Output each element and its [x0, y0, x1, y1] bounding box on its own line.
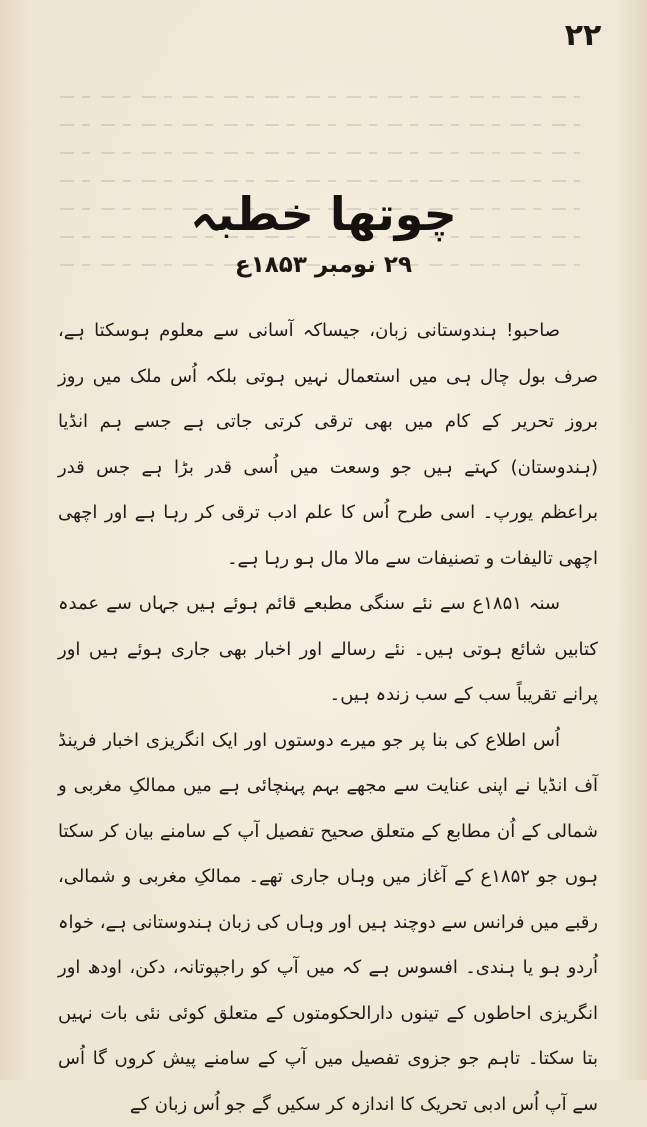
- chapter-date: ۲۹ نومبر ۱۸۵۳ع: [0, 252, 647, 278]
- page-number: ۲۲: [558, 18, 608, 53]
- chapter-title: چوتھا خطبہ: [0, 186, 647, 242]
- paragraph-2: سنہ ۱۸۵۱ع سے نئے سنگی مطبعے قائم ہوئے ہیں جہاں سے عمدہ کتابیں شائع ہوتی ہیں۔ نئے رسالے اور اخبار بھی جاری ہوئے ہیں اور پرانے تقریباً سب کے سب زندہ ہیں۔: [58, 581, 598, 718]
- paragraph-3: اُس اطلاع کی بنا پر جو میرے دوستوں اور ایک انگریزی اخبار فرینڈ آف انڈیا نے اپنی عنایت سے مجھے بہم پہنچائی ہے میں ممالکِ مغربی و شمالی کے اُن مطابع کے متعلق صحیح تفصیل آپ کے سامنے بیان کر سکتا ہوں جو ۱۸۵۲ع کے آغاز میں وہاں جاری تھے۔ ممالکِ مغربی و شمالی، رقبے میں فرانس سے دوچند ہیں اور وہاں کی زبان ہندوستانی ہے، خواہ اُردو ہو یا ہندی۔ افسوس ہے کہ میں آپ کو راجپوتانہ، دکن، اودھ اور انگریزی احاطوں کے تینوں دارالحکومتوں کے متعلق کوئی نئی بات نہیں بتا سکتا۔ تاہم جو جزوی تفصیل میں آپ کے سامنے پیش کروں گا اُس سے آپ اُس ادبی تحریک کا اندازہ کر سکیں گے جو اُس زبان کے: [58, 718, 598, 1127]
- body-text: [58, 308, 598, 1127]
- paragraph-1: صاحبو! ہندوستانی زبان، جیساکہ آسانی سے معلوم ہوسکتا ہے، صرف بول چال ہی میں استعمال نہیں ہوتی بلکہ اُس ملک میں روز بروز تحریر کے کام میں بھی ترقی کرتی جاتی ہے جسے ہم انڈیا (ہندوستان) کہتے ہیں جو وسعت میں اُسی قدر بڑا ہے جس قدر براعظم یورپ۔ اسی طرح اُس کا علم ادب ترقی کر رہا ہے اور اچھی اچھی تالیفات و تصنیفات سے مالا مال ہو رہا ہے۔: [58, 308, 598, 581]
